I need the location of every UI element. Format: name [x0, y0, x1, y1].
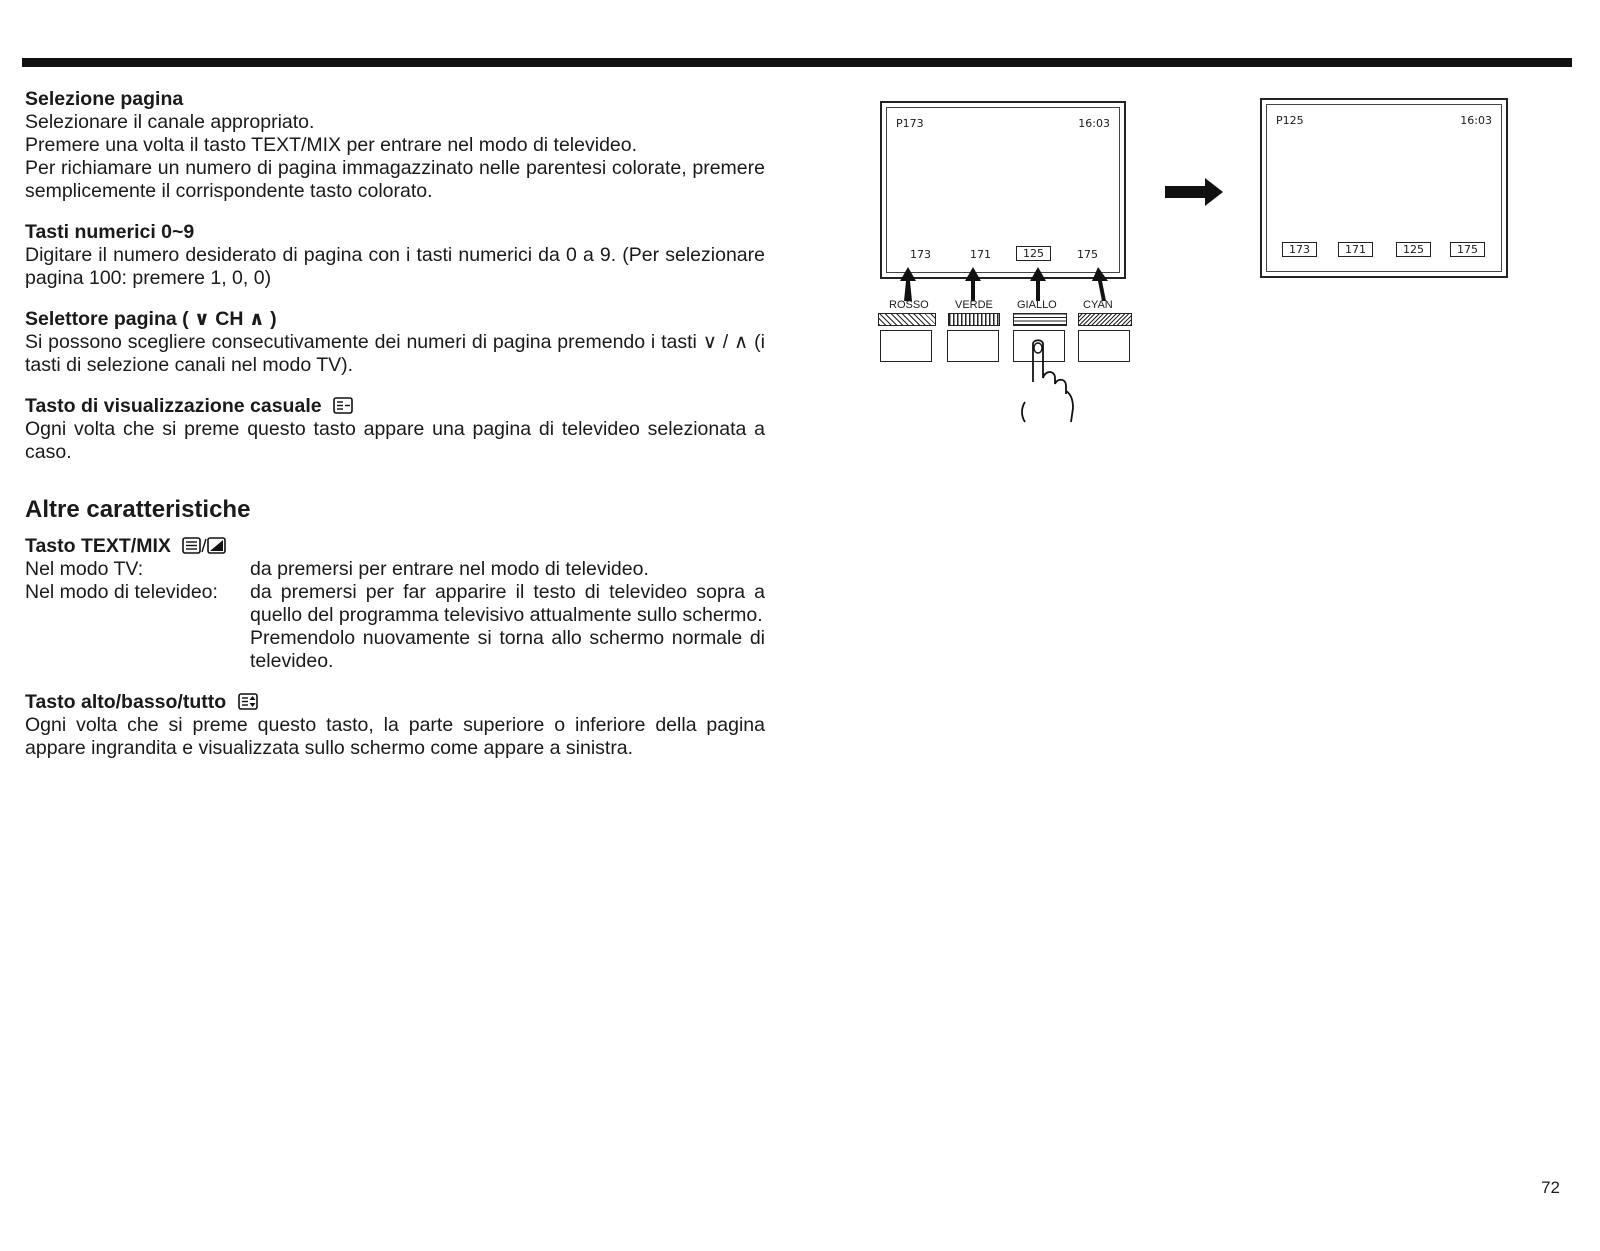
- section-selettore-pagina: [25, 308, 765, 377]
- text-mix-row-2: [25, 581, 765, 627]
- swatch-green: [948, 313, 1000, 326]
- arrow-up-cyan: [1092, 267, 1108, 301]
- text-mix-desc-2: da premersi per far apparire il testo di televideo sopra a quello del programma televisivo attualmente sullo schermo.: [250, 581, 765, 626]
- section-visualizzazione-casuale: [25, 395, 765, 464]
- section-tasti-numerici: [25, 221, 765, 290]
- text-mix-desc-3: Premendolo nuovamente si torna allo schermo normale di televideo.: [250, 627, 765, 672]
- text-mix-term-1: Nel modo TV:: [25, 558, 144, 580]
- screen1-time-label: 16:03: [1078, 117, 1110, 130]
- button-label-rosso: ROSSO: [889, 299, 929, 311]
- right-arrow-icon: [1165, 177, 1225, 207]
- text-mix-term-2: Nel modo di televideo:: [25, 581, 218, 603]
- section-text-mix: [25, 535, 765, 673]
- screen2-page-green: 171: [1338, 242, 1373, 257]
- button-label-giallo: GIALLO: [1017, 299, 1057, 311]
- screen1-page-green: 171: [970, 248, 991, 261]
- alto-basso-text: Ogni volta che si preme questo tasto, la parte superiore o inferiore della pagina appare ingrandita e visualizzata sullo schermo come appare a sinistra.: [25, 714, 765, 759]
- swatch-red: [878, 313, 936, 326]
- page-number: 72: [1541, 1178, 1560, 1197]
- swatch-cyan: [1078, 313, 1132, 326]
- heading-text-mix-label: Tasto TEXT/MIX: [25, 535, 171, 557]
- heading-alto-basso-label: Tasto alto/basso/tutto: [25, 691, 227, 713]
- swatch-yellow: [1013, 313, 1067, 326]
- selezione-line-1: Selezionare il canale appropriato.: [25, 111, 315, 133]
- remote-button-red[interactable]: [880, 330, 932, 362]
- text-mix-icon: [182, 537, 226, 554]
- random-page-icon: [333, 397, 353, 414]
- text-mix-row-3: [25, 627, 765, 673]
- screen2-page-label: P125: [1276, 114, 1304, 127]
- screen2-time-label: 16:03: [1460, 114, 1492, 127]
- size-toggle-icon: [238, 693, 258, 710]
- screen2-page-yellow: 125: [1396, 242, 1431, 257]
- screen1-page-red: 173: [910, 248, 931, 261]
- heading-selettore-pagina: Selettore pagina ( ∨ CH ∧ ): [25, 308, 277, 330]
- heading-alto-basso: [25, 691, 765, 714]
- arrow-up-red: [900, 267, 916, 301]
- text-mix-desc-1: da premersi per entrare nel modo di televideo.: [250, 558, 649, 580]
- selettore-text: Si possono scegliere consecutivamente dei numeri di pagina premendo i tasti ∨ / ∧ (i tasti di selezione canali nel modo TV).: [25, 331, 765, 376]
- button-label-cyan: CYAN: [1083, 299, 1113, 311]
- screen1-page-yellow-highlighted: 125: [1016, 246, 1051, 261]
- screen2-page-red: 173: [1282, 242, 1317, 257]
- text-mix-row-1: [25, 558, 765, 581]
- casuale-text: Ogni volta che si preme questo tasto appare una pagina di televideo selezionata a caso.: [25, 418, 765, 463]
- remote-button-cyan[interactable]: [1078, 330, 1130, 362]
- selezione-line-2: Premere una volta il tasto TEXT/MIX per entrare nel modo di televideo.: [25, 134, 638, 156]
- screen1-page-label: P173: [896, 117, 924, 130]
- heading-tasti-numerici: Tasti numerici 0~9: [25, 221, 195, 243]
- tasti-numerici-text: Digitare il numero desiderato di pagina con i tasti numerici da 0 a 9. (Per selezionare pagina 100: premere 1, 0, 0): [25, 244, 765, 289]
- tv-screen-after: [1260, 98, 1508, 278]
- screen2-page-cyan: 175: [1450, 242, 1485, 257]
- screen1-page-cyan: 175: [1077, 248, 1098, 261]
- arrow-up-yellow: [1030, 267, 1046, 301]
- tv-screen-before: [880, 101, 1126, 279]
- heading-casuale-label: Tasto di visualizzazione casuale: [25, 395, 322, 417]
- remote-button-green[interactable]: [947, 330, 999, 362]
- pointing-finger-icon: [1015, 336, 1085, 426]
- section-selezione-pagina: [25, 88, 765, 203]
- text-column: [25, 88, 765, 778]
- heading-altre-caratteristiche: Altre caratteristiche: [25, 496, 251, 523]
- heading-text-mix: [25, 535, 765, 558]
- top-rule: [22, 58, 1572, 67]
- heading-selezione-pagina: Selezione pagina: [25, 88, 184, 110]
- heading-casuale: [25, 395, 765, 418]
- arrow-up-green: [965, 267, 981, 301]
- section-alto-basso: [25, 691, 765, 760]
- button-label-verde: VERDE: [955, 299, 993, 311]
- selezione-line-3: Per richiamare un numero di pagina immagazzinato nelle parentesi colorate, premere semplicemente il corrispondente tasto colorato.: [25, 157, 765, 202]
- text-mix-term-3: [25, 627, 250, 673]
